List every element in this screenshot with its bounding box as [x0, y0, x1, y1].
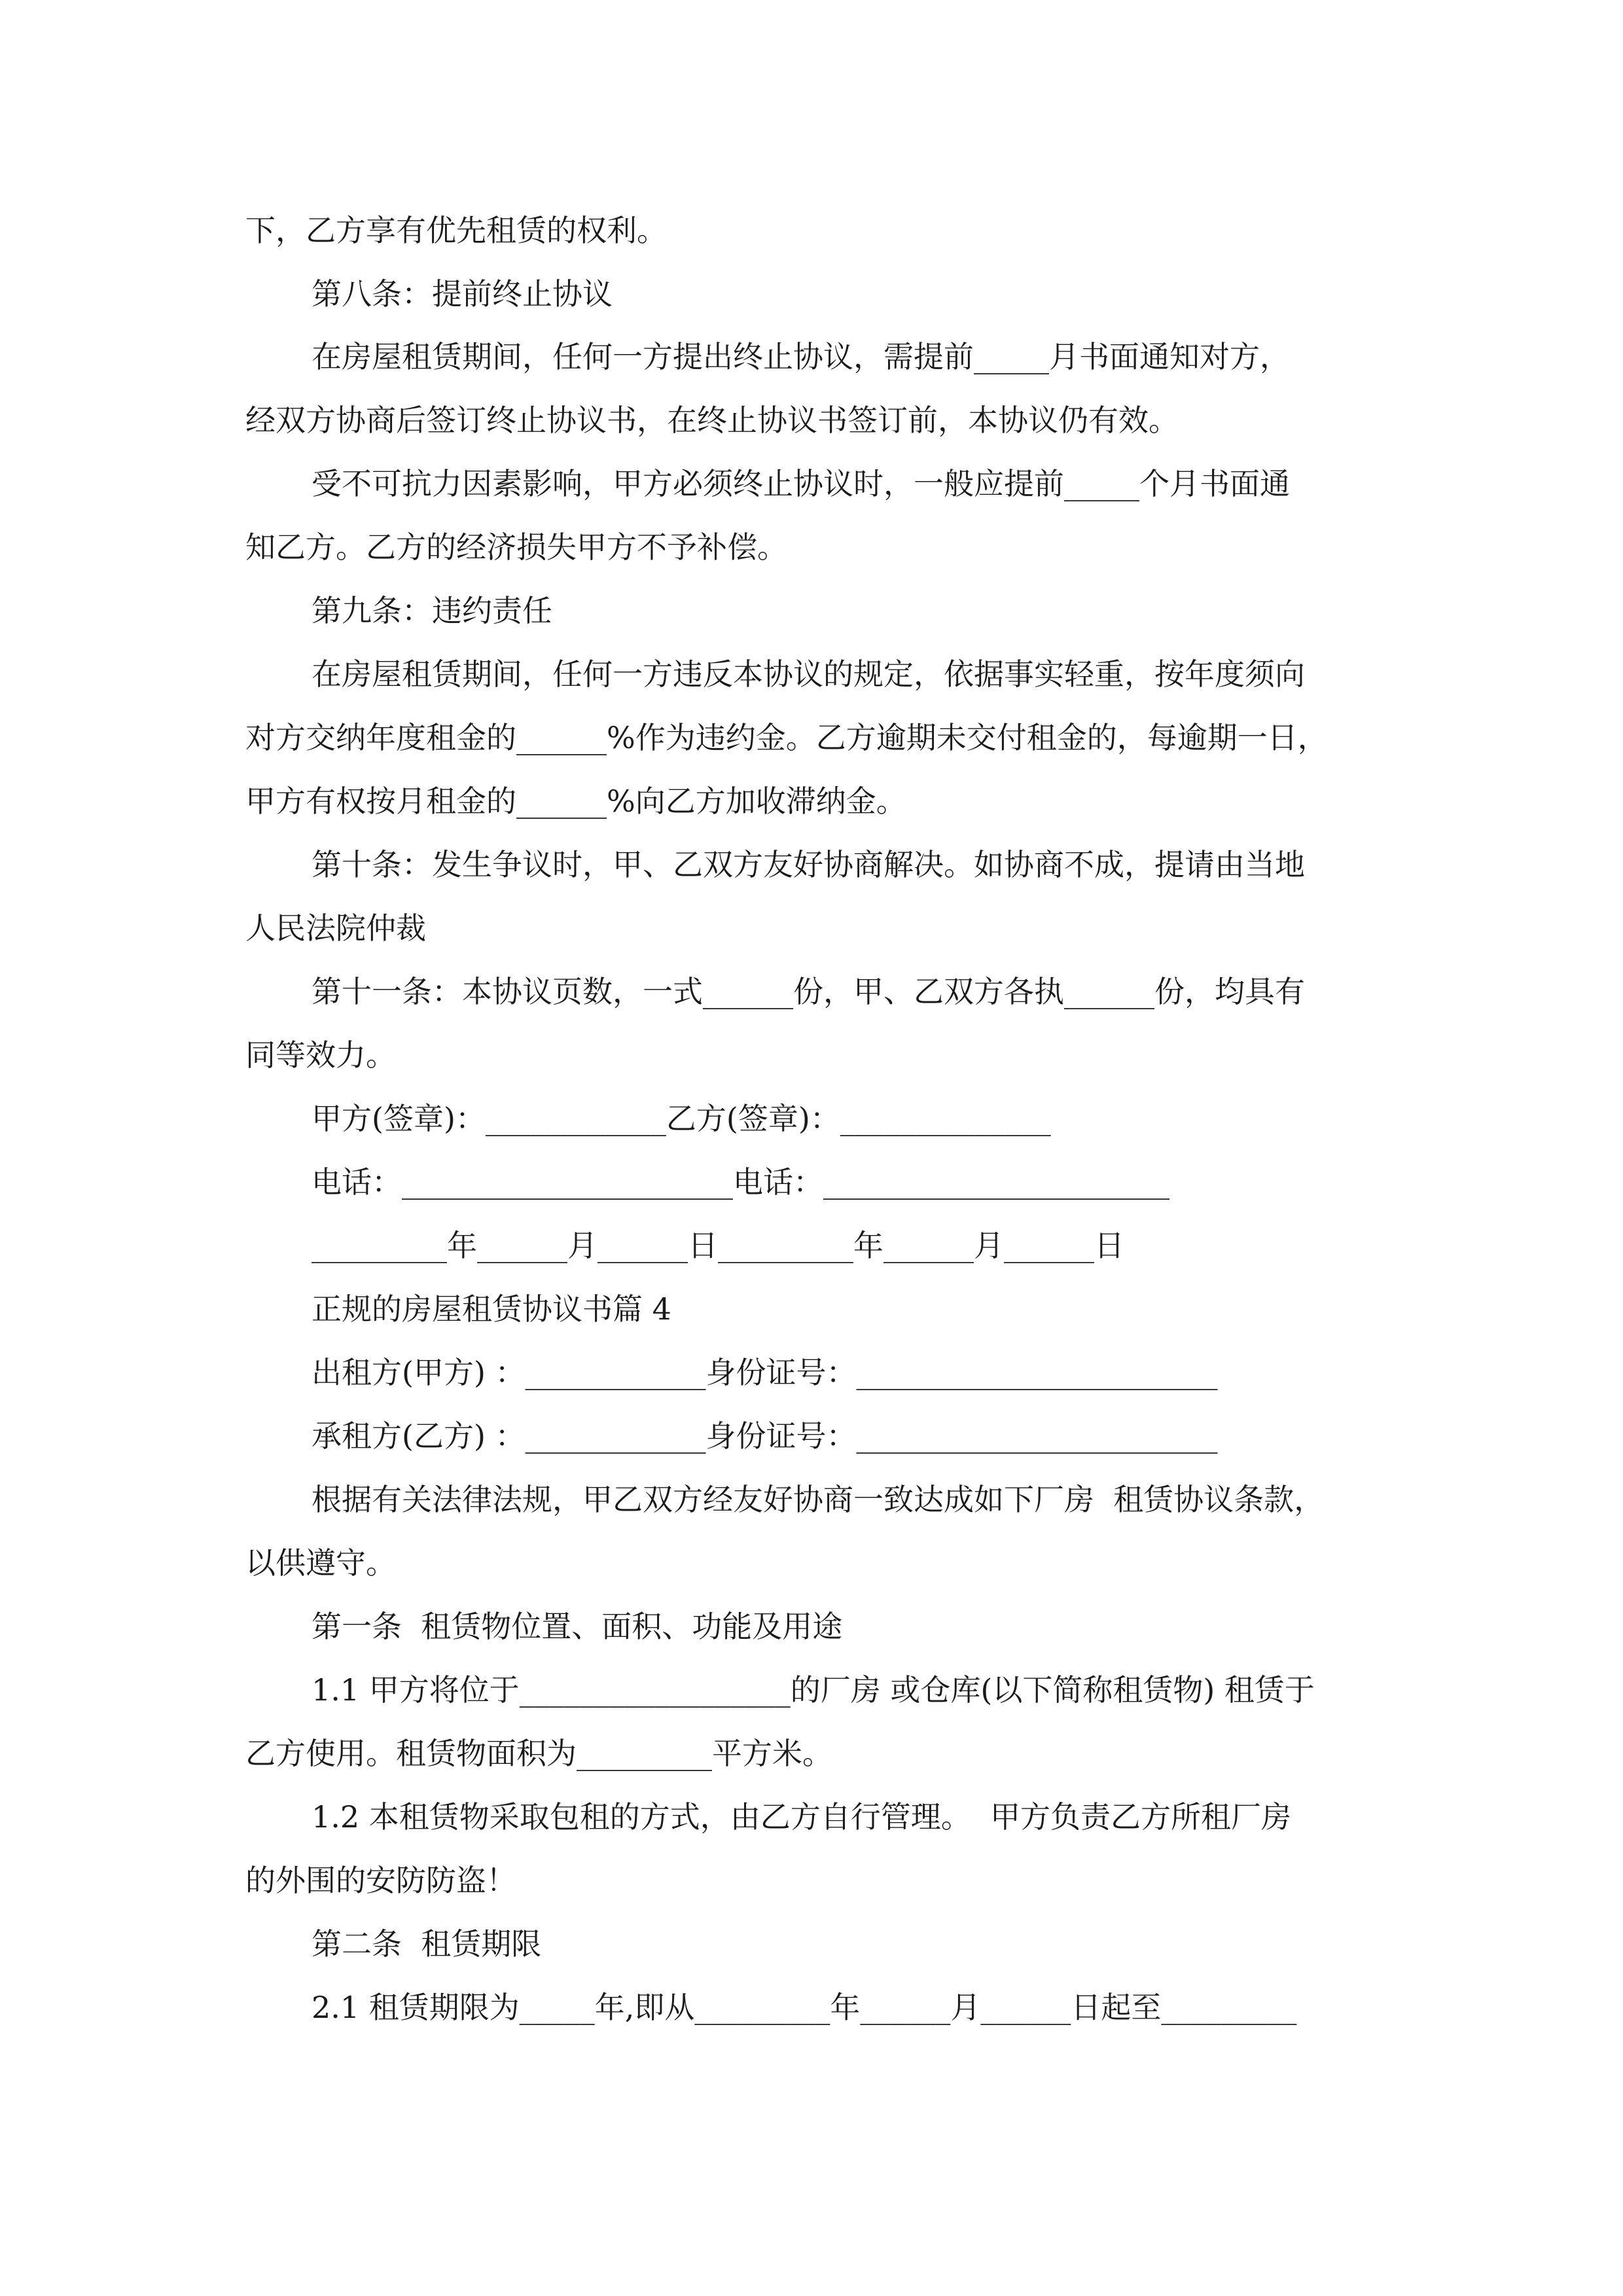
- text-line: 知乙方。乙方的经济损失甲方不予补偿。: [245, 529, 787, 565]
- article-heading: 第九条：违约责任: [312, 593, 552, 628]
- text-line: 1.2 本租赁物采取包租的方式，由乙方自行管理。 甲方负责乙方所租厂房: [312, 1799, 1292, 1835]
- text-line: 1.1 甲方将位于__________________的厂房 或仓库(以下简称租赁物) 租赁于: [312, 1672, 1315, 1708]
- phone-line: 电话：______________________电话：_______________________: [312, 1164, 1169, 1200]
- article-heading: 第八条：提前终止协议: [312, 276, 613, 312]
- lessee-line: 承租方(乙方) ：____________身份证号：________________________: [312, 1418, 1218, 1454]
- text-line: 甲方有权按月租金的______%向乙方加收滞纳金。: [245, 783, 906, 819]
- text-line: 2.1 租赁期限为_____年,即从_________年______月______日起至_________: [312, 1990, 1297, 2025]
- text-line: 第十条：发生争议时，甲、乙双方友好协商解决。如协商不成，提请由当地: [312, 847, 1305, 882]
- text-line: 下，乙方享有优先租赁的权利。: [245, 213, 667, 248]
- text-line: 以供遵守。: [245, 1545, 396, 1581]
- text-line: 在房屋租赁期间，任何一方违反本协议的规定，依据事实轻重，按年度须向: [312, 656, 1305, 692]
- text-line: 根据有关法律法规，甲乙双方经友好协商一致达成如下厂房 租赁协议条款，: [312, 1482, 1325, 1517]
- text-line: 经双方协商后签订终止协议书，在终止协议书签订前，本协议仍有效。: [245, 403, 1179, 438]
- text-line: 受不可抗力因素影响，甲方必须终止协议时，一般应提前_____个月书面通: [312, 466, 1290, 501]
- text-line: 人民法院仲裁: [245, 910, 426, 946]
- article-heading: 第一条 租赁物位置、面积、功能及用途: [312, 1609, 843, 1644]
- signature-line: 甲方(签章)：____________乙方(签章)：______________: [312, 1101, 1051, 1136]
- lessor-line: 出租方(甲方) ：____________身份证号：________________________: [312, 1355, 1218, 1390]
- text-line: 在房屋租赁期间，任何一方提出终止协议，需提前_____月书面通知对方，: [312, 339, 1290, 374]
- text-line: 的外围的安防防盗！: [245, 1863, 516, 1898]
- section-title: 正规的房屋租赁协议书篇 4: [312, 1291, 671, 1327]
- article-heading: 第二条 租赁期限: [312, 1926, 542, 1962]
- text-line: 乙方使用。租赁物面积为_________平方米。: [245, 1736, 832, 1771]
- text-line: 对方交纳年度租金的______%作为违约金。乙方逾期未交付租金的，每逾期一日，: [245, 720, 1328, 755]
- text-line: 第十一条：本协议页数，一式______份，甲、乙双方各执______份，均具有: [312, 974, 1305, 1009]
- date-line: _________年______月______日_________年______月______日: [312, 1228, 1124, 1263]
- text-line: 同等效力。: [245, 1037, 396, 1073]
